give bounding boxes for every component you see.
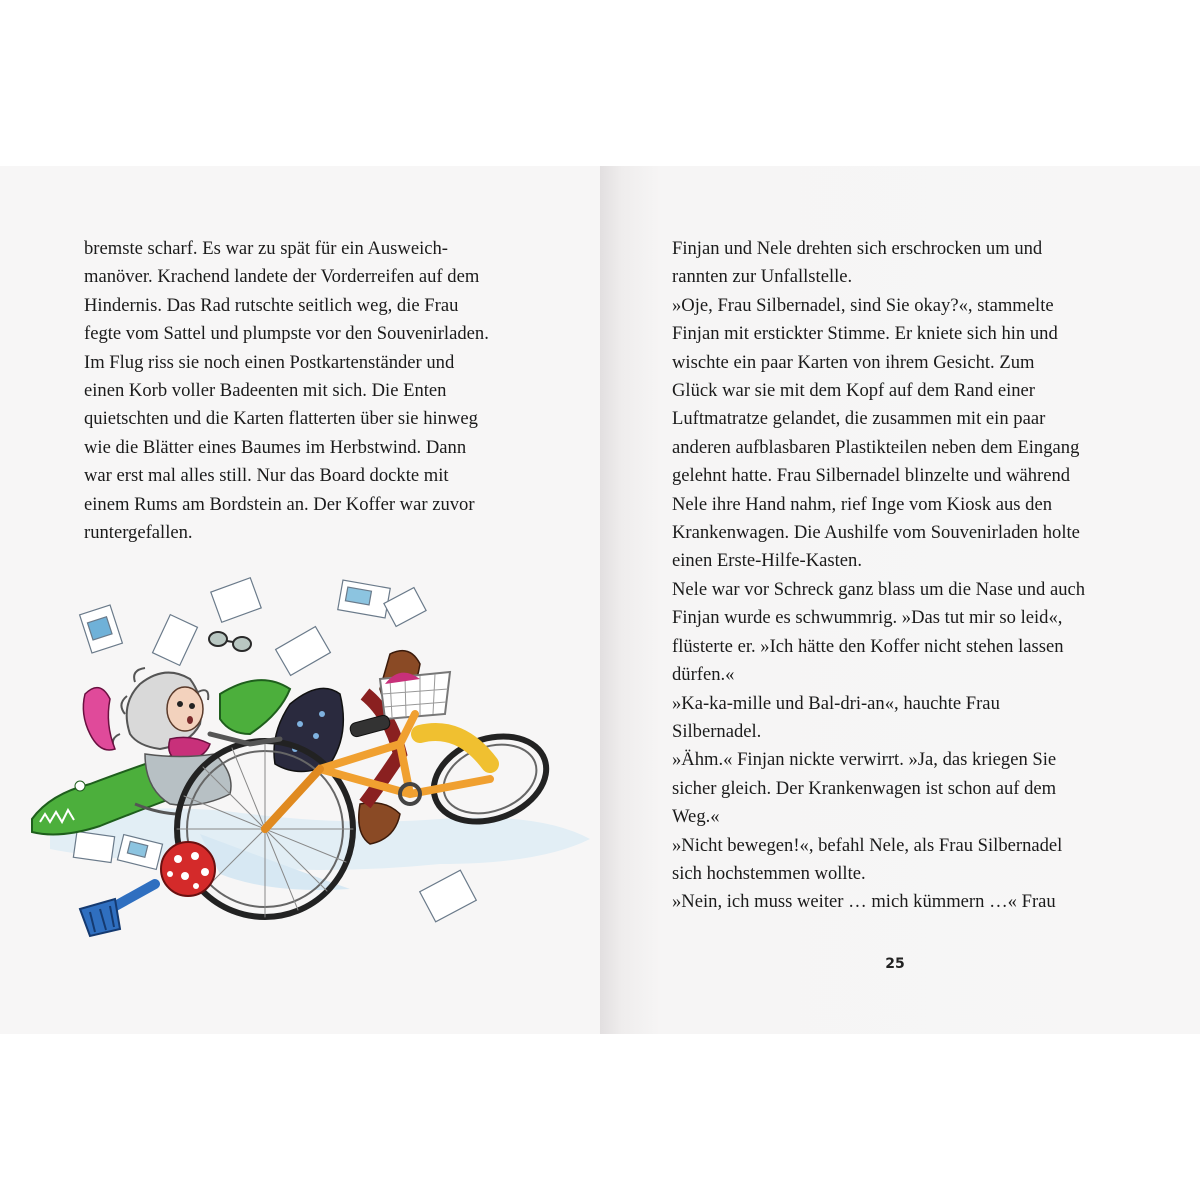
right-page-text [672,235,1085,917]
text-line: wie die Blätter eines Baumes im Herbstwind. Dann [84,436,467,458]
text-line: Finjan wurde es schwummrig. »Das tut mir so leid«, [672,607,1063,629]
text-line: Nele ihre Hand nahm, rief Inge vom Kiosk aus den [672,493,1053,515]
text-line: Finjan und Nele drehten sich erschrocken um und [672,238,1043,259]
text-line: rannten zur Unfallstelle. [672,266,853,288]
text-line: Weg.« [672,806,720,828]
ball-icon [161,842,215,896]
right-page [600,166,1200,1034]
text-line: flüsterte er. »Ich hätte den Koffer nicht stehen lassen [672,635,1064,657]
left-page-text [84,235,489,547]
text-line: wischte ein paar Karten von ihrem Gesicht. Zum [672,351,1035,373]
text-line: quietschten und die Karten flatterten über sie hinweg [84,408,478,430]
text-line: einen Korb voller Badeenten mit sich. Die Enten [84,380,447,402]
page-number: 25 [885,956,905,972]
text-line: dürfen.« [672,664,735,686]
text-line: »Nicht bewegen!«, befahl Nele, als Frau Silbernadel [672,834,1063,856]
text-line: anderen aufblasbaren Plastikteilen neben dem Eingang [672,436,1080,458]
book-spread [0,166,1200,1034]
text-line: manöver. Krachend landete der Vorderreifen auf dem [84,266,480,288]
text-line: Luftmatratze gelandet, die zusammen mit ein paar [672,408,1046,430]
text-line: bremste scharf. Es war zu spät für ein Ausweich- [84,238,449,259]
text-line: »Ähm.« Finjan nickte verwirrt. »Ja, das kriegen Sie [672,749,1057,771]
text-line: Im Flug riss sie noch einen Postkartenständer und [84,351,455,373]
text-line: runtergefallen. [84,522,193,544]
text-line: sich hochstemmen wollte. [672,862,866,884]
text-line: sicher gleich. Der Krankenwagen ist schon auf dem [672,777,1057,799]
text-line: Finjan mit erstickter Stimme. Er kniete sich hin und [672,323,1058,345]
sunglasses-icon [209,632,251,651]
bicycle-crash-illustration [20,564,600,964]
text-line: einem Rums am Bordstein an. Der Koffer war zuvor [84,493,475,515]
text-line: Silbernadel. [672,720,762,742]
toy-shovel-icon [80,884,155,936]
text-line: gelehnt hatte. Frau Silbernadel blinzelte und während [672,465,1071,487]
text-line: »Ka-ka-mille und Bal-dri-an«, hauchte Frau [672,692,1000,714]
text-line: fegte vom Sattel und plumpste vor den Souvenirladen. [84,323,489,345]
left-page [0,166,600,1034]
text-line: Nele war vor Schreck ganz blass um die Nase und auch [672,578,1086,600]
text-line: »Nein, ich muss weiter … mich kümmern …« Frau [672,891,1056,913]
text-line: Glück war sie mit dem Kopf auf dem Rand einer [672,380,1035,402]
text-line: »Oje, Frau Silbernadel, sind Sie okay?«, stammelte [672,294,1054,316]
text-line: Krankenwagen. Die Aushilfe vom Souvenirladen holte [672,522,1080,544]
text-line: war erst mal alles still. Nur das Board dockte mit [84,465,449,487]
text-line: Hindernis. Das Rad rutschte seitlich weg, die Frau [84,294,459,316]
text-line: einen Erste-Hilfe-Kasten. [672,550,862,572]
